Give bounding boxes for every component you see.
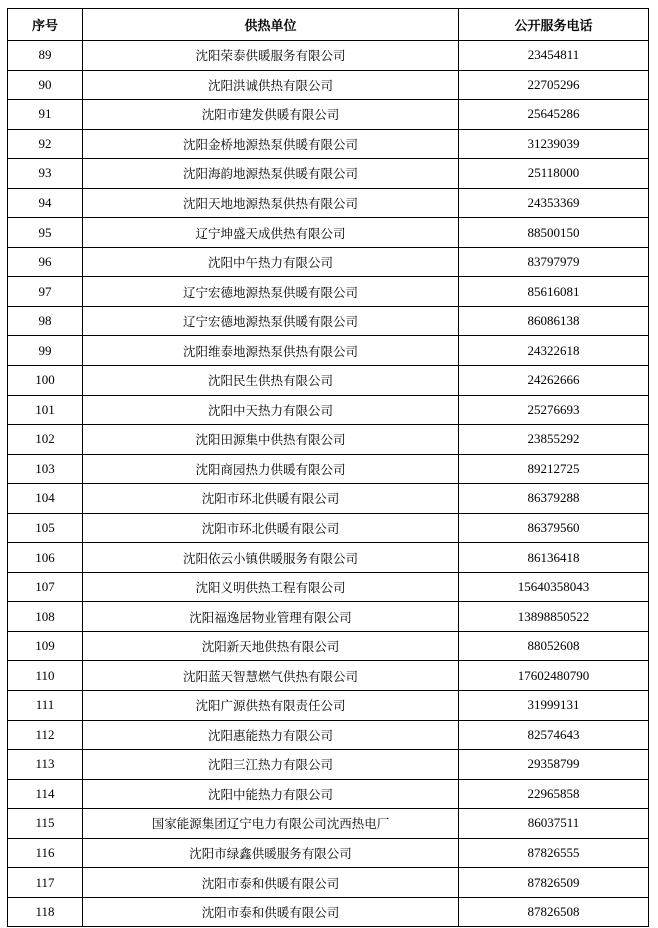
service-phone-cell: 87826508 <box>459 897 649 927</box>
table-row <box>8 868 649 898</box>
serial-number-cell: 103 <box>8 454 83 484</box>
serial-number-cell: 105 <box>8 513 83 543</box>
table-row <box>8 779 649 809</box>
table-row <box>8 188 649 218</box>
serial-number-cell: 98 <box>8 306 83 336</box>
serial-number-cell: 109 <box>8 631 83 661</box>
service-phone-cell: 88500150 <box>459 218 649 248</box>
serial-number-cell: 96 <box>8 247 83 277</box>
serial-number-cell: 94 <box>8 188 83 218</box>
serial-number-cell: 89 <box>8 41 83 71</box>
table-header-row <box>8 9 649 41</box>
service-phone-cell: 89212725 <box>459 454 649 484</box>
table-row <box>8 159 649 189</box>
table-row <box>8 277 649 307</box>
serial-number-cell: 92 <box>8 129 83 159</box>
service-phone-cell: 86379560 <box>459 513 649 543</box>
serial-number-cell: 108 <box>8 602 83 632</box>
table-row <box>8 631 649 661</box>
service-phone-cell: 87826555 <box>459 838 649 868</box>
service-phone-cell: 25118000 <box>459 159 649 189</box>
table-row <box>8 247 649 277</box>
service-phone-cell: 22705296 <box>459 70 649 100</box>
table-body <box>8 41 649 927</box>
service-phone-cell: 23454811 <box>459 41 649 71</box>
table-row <box>8 838 649 868</box>
serial-number-cell: 90 <box>8 70 83 100</box>
heating-unit-cell: 沈阳市环北供暖有限公司 <box>83 513 459 543</box>
serial-number-cell: 110 <box>8 661 83 691</box>
service-phone-cell: 86086138 <box>459 306 649 336</box>
heating-unit-cell: 沈阳三江热力有限公司 <box>83 750 459 780</box>
heating-unit-cell: 沈阳依云小镇供暖服务有限公司 <box>83 543 459 573</box>
serial-number-cell: 116 <box>8 838 83 868</box>
table-row <box>8 513 649 543</box>
serial-number-cell: 118 <box>8 897 83 927</box>
heating-unit-cell: 辽宁坤盛天成供热有限公司 <box>83 218 459 248</box>
heating-unit-cell: 沈阳市绿鑫供暖服务有限公司 <box>83 838 459 868</box>
heating-unit-cell: 沈阳民生供热有限公司 <box>83 366 459 396</box>
header-heating-unit: 供热单位 <box>83 9 459 41</box>
table-row <box>8 543 649 573</box>
service-phone-cell: 85616081 <box>459 277 649 307</box>
serial-number-cell: 93 <box>8 159 83 189</box>
table-row <box>8 572 649 602</box>
heating-unit-cell: 沈阳义明供热工程有限公司 <box>83 572 459 602</box>
table-row <box>8 129 649 159</box>
heating-unit-cell: 辽宁宏德地源热泵供暖有限公司 <box>83 277 459 307</box>
serial-number-cell: 113 <box>8 750 83 780</box>
service-phone-cell: 25645286 <box>459 100 649 130</box>
serial-number-cell: 97 <box>8 277 83 307</box>
heating-unit-cell: 沈阳广源供热有限责任公司 <box>83 691 459 721</box>
service-phone-cell: 83797979 <box>459 247 649 277</box>
serial-number-cell: 99 <box>8 336 83 366</box>
serial-number-cell: 111 <box>8 691 83 721</box>
serial-number-cell: 102 <box>8 425 83 455</box>
service-phone-cell: 31999131 <box>459 691 649 721</box>
heating-unit-cell: 沈阳天地地源热泵供热有限公司 <box>83 188 459 218</box>
heating-unit-cell: 沈阳荣泰供暖服务有限公司 <box>83 41 459 71</box>
service-phone-cell: 88052608 <box>459 631 649 661</box>
heating-unit-cell: 沈阳市建发供暖有限公司 <box>83 100 459 130</box>
table-row <box>8 395 649 425</box>
service-phone-cell: 23855292 <box>459 425 649 455</box>
heating-unit-cell: 沈阳金桥地源热泵供暖有限公司 <box>83 129 459 159</box>
table-row <box>8 306 649 336</box>
table-row <box>8 750 649 780</box>
heating-unit-cell: 辽宁宏德地源热泵供暖有限公司 <box>83 306 459 336</box>
serial-number-cell: 95 <box>8 218 83 248</box>
heating-unit-cell: 沈阳海韵地源热泵供暖有限公司 <box>83 159 459 189</box>
table-row <box>8 809 649 839</box>
table-row <box>8 366 649 396</box>
heating-unit-cell: 沈阳福逸居物业管理有限公司 <box>83 602 459 632</box>
table-row <box>8 454 649 484</box>
serial-number-cell: 104 <box>8 484 83 514</box>
service-phone-cell: 13898850522 <box>459 602 649 632</box>
heating-unit-cell: 沈阳新天地供热有限公司 <box>83 631 459 661</box>
serial-number-cell: 106 <box>8 543 83 573</box>
heating-units-table <box>7 8 649 927</box>
table-row <box>8 425 649 455</box>
service-phone-cell: 82574643 <box>459 720 649 750</box>
header-service-phone: 公开服务电话 <box>459 9 649 41</box>
heating-unit-cell: 沈阳中午热力有限公司 <box>83 247 459 277</box>
service-phone-cell: 31239039 <box>459 129 649 159</box>
heating-unit-cell: 国家能源集团辽宁电力有限公司沈西热电厂 <box>83 809 459 839</box>
serial-number-cell: 100 <box>8 366 83 396</box>
service-phone-cell: 87826509 <box>459 868 649 898</box>
heating-unit-cell: 沈阳市环北供暖有限公司 <box>83 484 459 514</box>
table-row <box>8 691 649 721</box>
header-serial-number: 序号 <box>8 9 83 41</box>
table-row <box>8 336 649 366</box>
service-phone-cell: 29358799 <box>459 750 649 780</box>
service-phone-cell: 15640358043 <box>459 572 649 602</box>
heating-unit-cell: 沈阳田源集中供热有限公司 <box>83 425 459 455</box>
heating-unit-cell: 沈阳蓝天智慧燃气供热有限公司 <box>83 661 459 691</box>
service-phone-cell: 22965858 <box>459 779 649 809</box>
service-phone-cell: 24262666 <box>459 366 649 396</box>
serial-number-cell: 91 <box>8 100 83 130</box>
serial-number-cell: 107 <box>8 572 83 602</box>
heating-unit-cell: 沈阳惠能热力有限公司 <box>83 720 459 750</box>
table-row <box>8 484 649 514</box>
table-row <box>8 720 649 750</box>
service-phone-cell: 86379288 <box>459 484 649 514</box>
service-phone-cell: 25276693 <box>459 395 649 425</box>
table-row <box>8 100 649 130</box>
serial-number-cell: 117 <box>8 868 83 898</box>
heating-unit-cell: 沈阳洪诚供热有限公司 <box>83 70 459 100</box>
table-row <box>8 661 649 691</box>
heating-units-table-container <box>7 8 648 927</box>
heating-unit-cell: 沈阳中能热力有限公司 <box>83 779 459 809</box>
table-row <box>8 897 649 927</box>
service-phone-cell: 17602480790 <box>459 661 649 691</box>
heating-unit-cell: 沈阳维泰地源热泵供热有限公司 <box>83 336 459 366</box>
table-row <box>8 41 649 71</box>
heating-unit-cell: 沈阳中天热力有限公司 <box>83 395 459 425</box>
serial-number-cell: 115 <box>8 809 83 839</box>
service-phone-cell: 24353369 <box>459 188 649 218</box>
service-phone-cell: 86136418 <box>459 543 649 573</box>
table-row <box>8 602 649 632</box>
table-row <box>8 218 649 248</box>
serial-number-cell: 101 <box>8 395 83 425</box>
service-phone-cell: 86037511 <box>459 809 649 839</box>
heating-unit-cell: 沈阳商园热力供暖有限公司 <box>83 454 459 484</box>
heating-unit-cell: 沈阳市泰和供暖有限公司 <box>83 868 459 898</box>
service-phone-cell: 24322618 <box>459 336 649 366</box>
serial-number-cell: 112 <box>8 720 83 750</box>
table-row <box>8 70 649 100</box>
heating-unit-cell: 沈阳市泰和供暖有限公司 <box>83 897 459 927</box>
serial-number-cell: 114 <box>8 779 83 809</box>
